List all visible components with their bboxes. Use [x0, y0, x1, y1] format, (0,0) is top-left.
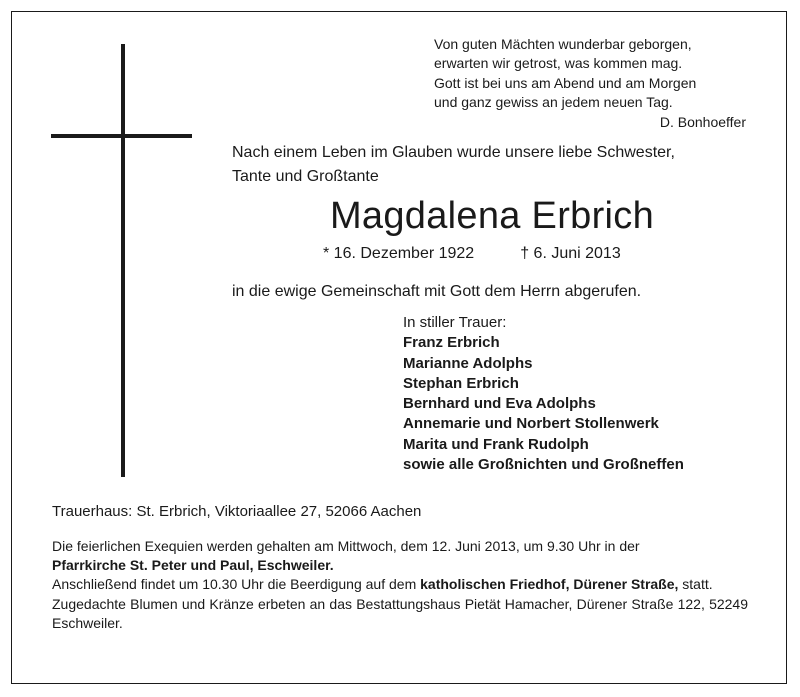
flowers-paragraph: Zugedachte Blumen und Kränze erbeten an das Bestattungshaus Pietät Hamacher, Dürener Straße 122, 52249 Eschweiler. [52, 595, 748, 631]
poem-line: Von guten Mächten wunderbar geborgen, [434, 36, 692, 52]
burial-place: katholischen Friedhof, Dürener Straße, [420, 576, 679, 593]
deceased-name: Magdalena Erbrich [329, 195, 655, 237]
exequies-text: Die feierlichen Exequien werden gehalten am Mittwoch, dem 12. Juni 2013, um 9.30 Uhr in der [52, 538, 640, 554]
life-dates [323, 243, 621, 265]
mourners-heading: In stiller Trauer: [403, 314, 507, 331]
called-home-text: in die ewige Gemeinschaft mit Gott dem Herrn abgerufen. [232, 283, 642, 300]
poem-line: und ganz gewiss an jedem neuen Tag. [434, 94, 673, 111]
cross-vertical-bar [121, 44, 125, 477]
house-of-mourning: Trauerhaus: St. Erbrich, Viktoriaallee 27, 52066 Aachen [52, 503, 422, 520]
death-date: † 6. Juni 2013 [520, 245, 621, 262]
poem-author: D. Bonhoeffer [659, 113, 746, 130]
birth-date: * 16. Dezember 1922 [323, 245, 475, 262]
intro-line: Tante und Großtante [232, 168, 379, 185]
intro-line: Nach einem Leben im Glauben wurde unsere liebe Schwester, [232, 144, 675, 161]
funeral-details [52, 537, 748, 633]
cross-horizontal-bar [51, 134, 192, 138]
mourner-name: Marita und Frank Rudolph [403, 435, 589, 453]
mourners-list [403, 313, 684, 475]
mourner-name: Stephan Erbrich [403, 374, 519, 392]
intro-text [232, 141, 752, 189]
mourner-name: Marianne Adolphs [403, 354, 533, 372]
exequies-paragraph [52, 537, 748, 575]
mourner-name: sowie alle Großnichten und Großneffen [403, 456, 684, 474]
poem-line: Gott ist bei uns am Abend und am Morgen [434, 74, 697, 91]
mourner-name: Franz Erbrich [403, 334, 500, 352]
poem-line: erwarten wir getrost, was kommen mag. [434, 55, 683, 72]
bonhoeffer-poem [434, 35, 746, 132]
burial-paragraph [52, 575, 748, 594]
burial-text: Anschließend findet um 10.30 Uhr die Beerdigung auf dem [52, 576, 421, 593]
exequies-church: Pfarrkirche St. Peter und Paul, Eschweiler. [52, 557, 334, 574]
mourner-name: Bernhard und Eva Adolphs [403, 395, 596, 413]
mourner-name: Annemarie und Norbert Stollenwerk [403, 415, 659, 433]
burial-text-end: statt. [678, 576, 713, 593]
